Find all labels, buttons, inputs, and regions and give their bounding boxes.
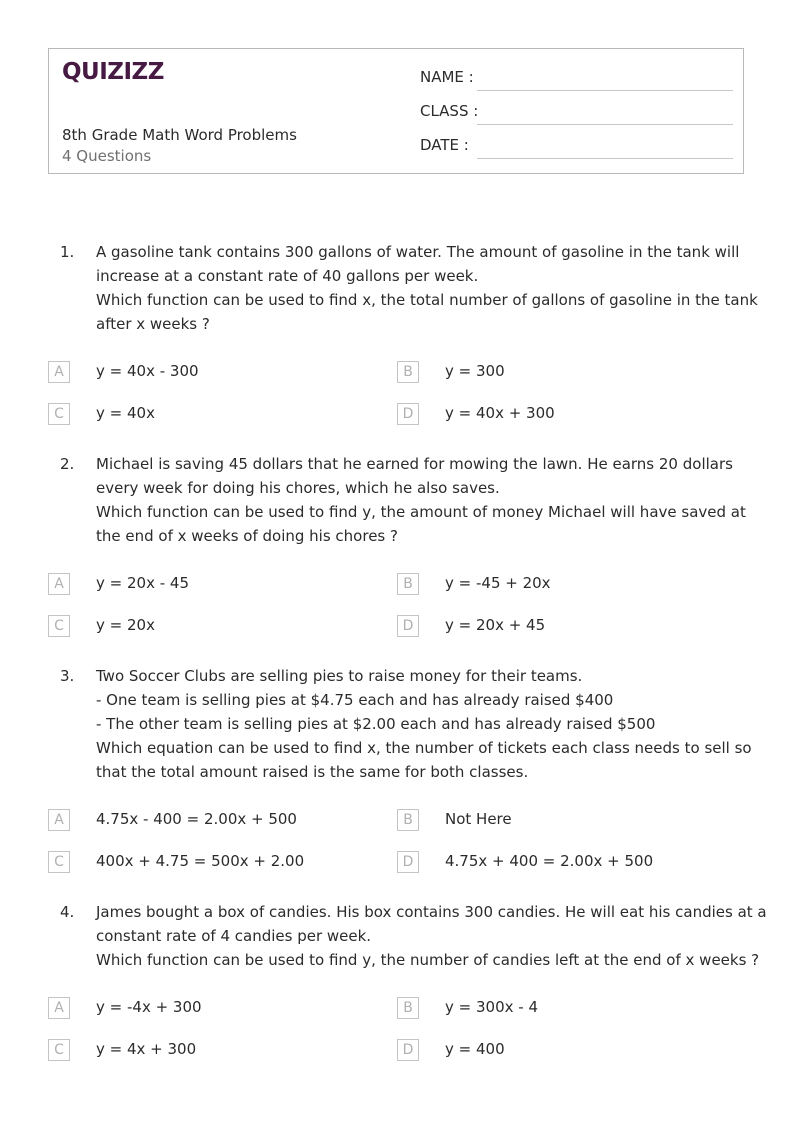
question-line: that the total amount raised is the same for both classes. — [96, 763, 529, 781]
option-letter-box: B — [397, 997, 419, 1019]
question-number: 1. — [60, 243, 75, 261]
question-count: 4 Questions — [62, 147, 152, 165]
name-field[interactable] — [420, 68, 733, 92]
option-text: 4.75x + 400 = 2.00x + 500 — [445, 852, 654, 870]
date-field[interactable] — [420, 136, 733, 160]
question-line: Which function can be used to find y, the amount of money Michael will have saved at — [96, 503, 746, 521]
option-text: y = 300 — [445, 362, 505, 380]
question-number: 2. — [60, 455, 75, 473]
option-letter-box: C — [48, 615, 70, 637]
option-text: y = 40x - 300 — [96, 362, 199, 380]
option-text: Not Here — [445, 810, 512, 828]
option-letter-box: D — [397, 851, 419, 873]
option-letter-box: A — [48, 809, 70, 831]
option-letter-box: B — [397, 573, 419, 595]
option-text: y = -4x + 300 — [96, 998, 202, 1016]
option-letter-box: A — [48, 361, 70, 383]
question-text — [96, 240, 758, 336]
option-text: y = 40x + 300 — [445, 404, 555, 422]
date-line[interactable] — [477, 158, 733, 159]
question-line: Which function can be used to find x, the total number of gallons of gasoline in the tank — [96, 291, 758, 309]
option-text: 400x + 4.75 = 500x + 2.00 — [96, 852, 305, 870]
class-label: CLASS : — [420, 102, 479, 120]
question-line: the end of x weeks of doing his chores ? — [96, 527, 398, 545]
question-line: after x weeks ? — [96, 315, 210, 333]
question-line: A gasoline tank contains 300 gallons of water. The amount of gasoline in the tank will — [96, 243, 740, 261]
option-letter-box: B — [397, 361, 419, 383]
quizizz-logo: QUIZIZZ — [62, 59, 164, 85]
option-text: y = 20x + 45 — [445, 616, 546, 634]
question-number: 3. — [60, 667, 75, 685]
class-field[interactable] — [420, 102, 733, 126]
option-letter-box: C — [48, 1039, 70, 1061]
date-label: DATE : — [420, 136, 469, 154]
question-line: Which function can be used to find y, the number of candies left at the end of x weeks ? — [96, 951, 760, 969]
option-text: y = -45 + 20x — [445, 574, 551, 592]
option-text: y = 4x + 300 — [96, 1040, 197, 1058]
question-line: - The other team is selling pies at $2.00 each and has already raised $500 — [96, 715, 656, 733]
question-line: every week for doing his chores, which he also saves. — [96, 479, 500, 497]
question-text — [96, 452, 746, 548]
question-line: increase at a constant rate of 40 gallons per week. — [96, 267, 479, 285]
question-line: - One team is selling pies at $4.75 each and has already raised $400 — [96, 691, 614, 709]
option-letter-box: D — [397, 1039, 419, 1061]
question-text — [96, 900, 767, 972]
option-letter-box: C — [48, 403, 70, 425]
option-letter-box: A — [48, 997, 70, 1019]
option-text: y = 300x - 4 — [445, 998, 538, 1016]
question-number: 4. — [60, 903, 75, 921]
question-line: Which equation can be used to find x, the number of tickets each class needs to sell so — [96, 739, 752, 757]
option-letter-box: A — [48, 573, 70, 595]
option-text: y = 400 — [445, 1040, 505, 1058]
option-letter-box: B — [397, 809, 419, 831]
name-label: NAME : — [420, 68, 474, 86]
class-line[interactable] — [477, 124, 733, 125]
option-letter-box: D — [397, 615, 419, 637]
question-line: Two Soccer Clubs are selling pies to raise money for their teams. — [96, 667, 583, 685]
option-text: y = 20x — [96, 616, 155, 634]
option-text: y = 40x — [96, 404, 155, 422]
question-line: constant rate of 4 candies per week. — [96, 927, 372, 945]
option-letter-box: D — [397, 403, 419, 425]
name-line[interactable] — [477, 90, 733, 91]
question-text — [96, 664, 752, 784]
option-text: 4.75x - 400 = 2.00x + 500 — [96, 810, 297, 828]
option-letter-box: C — [48, 851, 70, 873]
worksheet-title: 8th Grade Math Word Problems — [62, 126, 297, 144]
question-line: James bought a box of candies. His box contains 300 candies. He will eat his candies at a — [96, 903, 767, 921]
worksheet-header — [48, 48, 744, 174]
option-text: y = 20x - 45 — [96, 574, 189, 592]
question-line: Michael is saving 45 dollars that he earned for mowing the lawn. He earns 20 dollars — [96, 455, 733, 473]
